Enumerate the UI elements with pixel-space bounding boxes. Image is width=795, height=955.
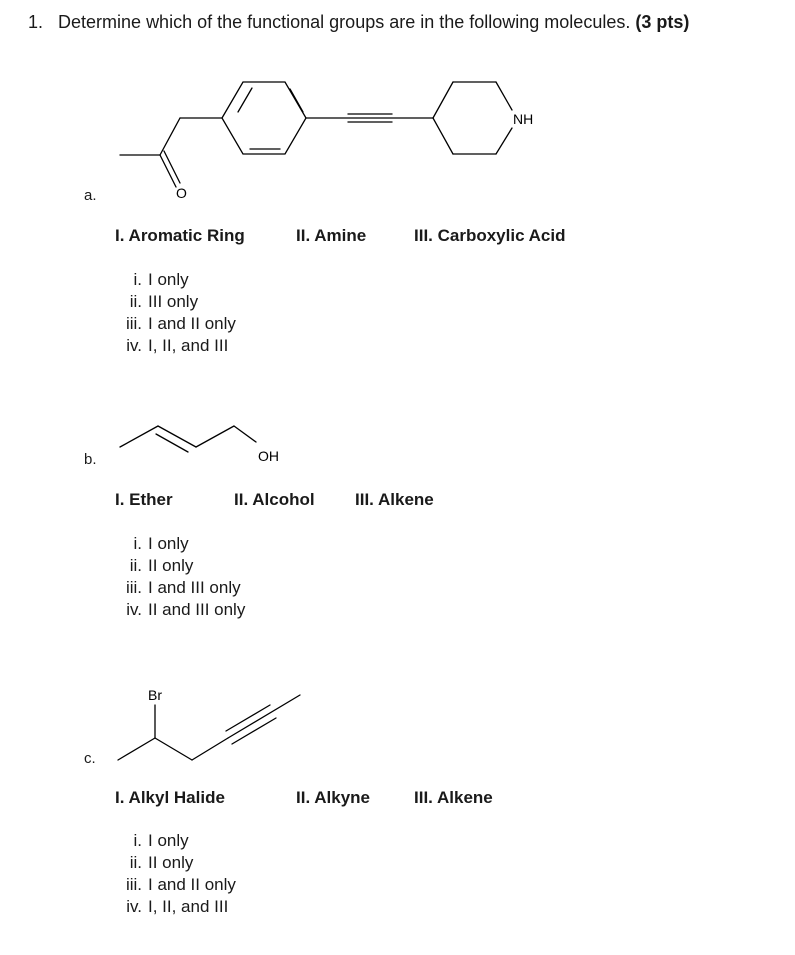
bromine-atom-label: Br <box>148 687 162 703</box>
option-b-2: II. Alcohol <box>234 490 315 509</box>
option-c-2: II. Alkyne <box>296 788 371 807</box>
molecule-b <box>120 426 256 452</box>
option-a-3: III. Carboxylic Acid <box>414 226 566 245</box>
choice-b-ii[interactable]: ii. II only <box>129 556 194 575</box>
option-b-1: I. Ether <box>115 490 173 509</box>
molecule-c <box>118 695 300 760</box>
choice-a-ii[interactable]: ii. III only <box>129 292 199 311</box>
part-letter-a: a. <box>84 187 97 204</box>
option-a-1: I. Aromatic Ring <box>115 226 245 245</box>
choice-c-iii[interactable]: iii. I and II only <box>125 875 236 894</box>
choice-b-iv[interactable]: iv. II and III only <box>126 600 246 619</box>
choice-c-iv[interactable]: iv. I, II, and III <box>126 897 229 916</box>
choice-b-iii[interactable]: iii. I and III only <box>125 578 241 597</box>
choice-a-iii[interactable]: iii. I and II only <box>125 314 236 333</box>
question-text: Determine which of the functional groups are in the following molecules. <box>58 12 631 32</box>
part-letter-b: b. <box>84 451 97 468</box>
part-letter-c: c. <box>84 750 96 767</box>
question-number: 1. <box>28 12 44 32</box>
molecule-a <box>120 82 512 187</box>
oxygen-atom-label: O <box>176 185 187 201</box>
choice-a-iv[interactable]: iv. I, II, and III <box>126 336 229 355</box>
choice-c-i[interactable]: i. I only <box>133 831 189 850</box>
option-c-3: III. Alkene <box>414 788 493 807</box>
choice-b-i[interactable]: i. I only <box>133 534 189 553</box>
hydroxyl-atom-label: OH <box>258 448 279 464</box>
question-points: (3 pts) <box>635 12 690 32</box>
option-c-1: I. Alkyl Halide <box>115 788 225 807</box>
choice-c-ii[interactable]: ii. II only <box>129 853 194 872</box>
option-b-3: III. Alkene <box>355 490 434 509</box>
amine-atom-label: NH <box>513 111 534 127</box>
option-a-2: II. Amine <box>296 226 367 245</box>
choice-a-i[interactable]: i. I only <box>133 270 189 289</box>
